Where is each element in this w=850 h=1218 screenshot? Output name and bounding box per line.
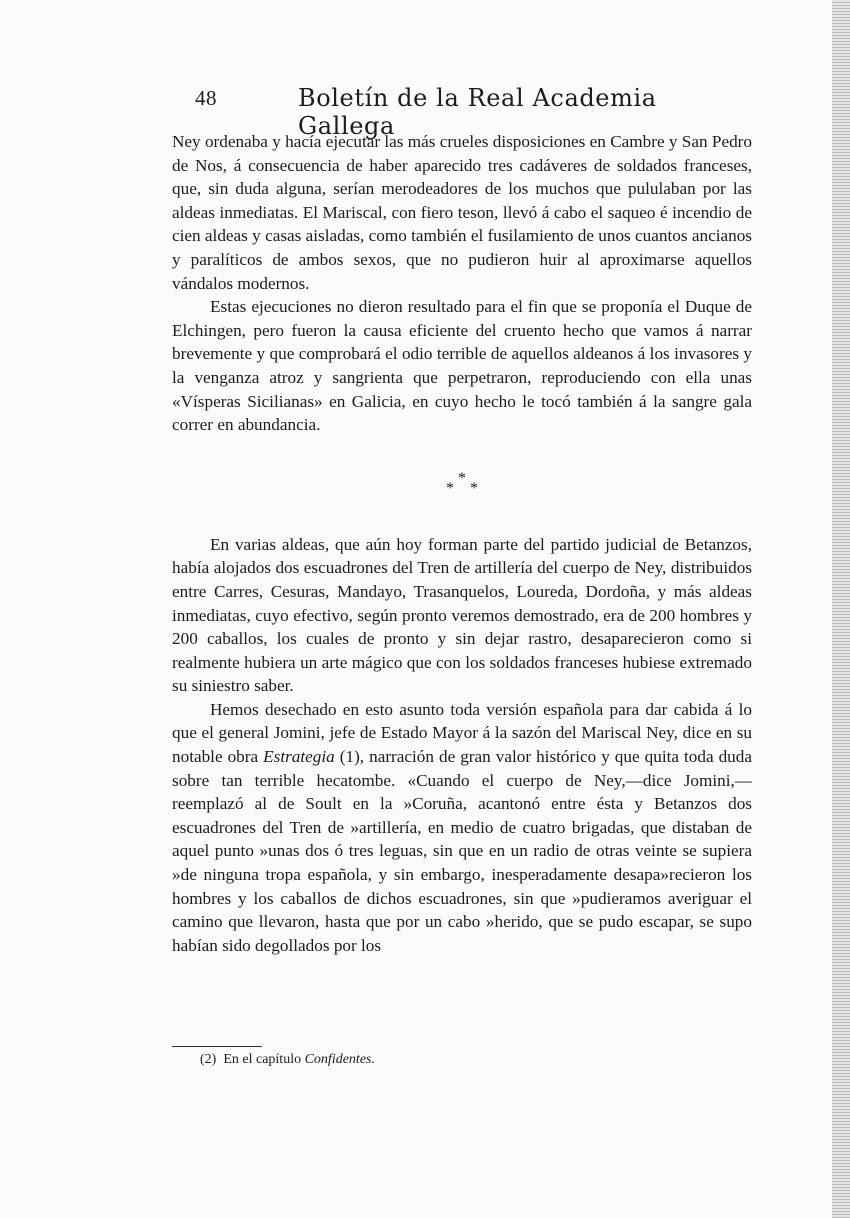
footnote-title: Confidentes. [304, 1052, 375, 1067]
paragraph-3: En varias aldeas, que aún hoy forman parte del partido judicial de Betanzos, había alojados dos escuadrones del Tren de artillería del cuerpo de Ney, distribuidos entre Carres, Cesuras, Mandayo, Trasanquelos, Loureda, Dordoña, y más aldeas inmediatas, cuyo efectivo, según pronto veremos demostrado, era de 200 hombres y 200 caballos, los cuales de pronto y sin dejar rastro, desaparecieron como si realmente hubiera un arte mágico que con los soldados franceses hubiese extremado su siniestro saber. [172, 534, 752, 696]
paragraph-4 [172, 698, 752, 958]
page-binding-edge [832, 0, 850, 1218]
paragraph-1: Ney ordenaba y hacía ejecutar las más crueles disposiciones en Cambre y San Pedro de Nos, á consecuencia de haber aparecido tres cadáveres de soldados franceses, que, sin duda alguna, serían merodeadores de los muchos que pululaban por las aldeas inmediatas. El Mariscal, con fiero teson, llevó á cabo el saqueo é incendio de cien aldeas y casas aisladas, como también el fusilamiento de unos cuantos ancianos y paralíticos de ambos sexos, que no pudieron huir al aproximarse aquellos vándalos modernos. [172, 132, 752, 293]
footnote-rule [172, 1046, 262, 1047]
asterisk-left: * [446, 479, 454, 497]
page-header [195, 84, 755, 140]
paragraph-4-lead: Hemos desechado en esto asunto toda versión española para dar cabida á lo que el general Jomini, jefe de Estado Mayor á la sazón del Mariscal Ney, dice en su notable obra [172, 699, 752, 767]
asterisk-top: * [458, 469, 466, 487]
footnote-text: En el capítulo [223, 1052, 302, 1067]
page-number: 48 [195, 86, 217, 110]
paragraph-2: Estas ejecuciones no dieron resultado para el fin que se proponía el Duque de Elchingen, pero fueron la causa eficiente del cruento hecho que vamos á narrar brevemente y que comprobará el odio terrible de aquellos aldeanos á los invasores y la venganza atroz y sangrienta que perpetraron, reproduciendo con ella unas «Vísperas Sicilianas» en Galicia, en cuyo hecho le tocó también á la sangre gala correr en abundancia. [172, 297, 752, 435]
running-title: Boletín de la Real Academia Gallega [298, 84, 657, 140]
asterism-ornament [172, 437, 752, 533]
footnote-marker: (2) [200, 1052, 217, 1067]
footnote [200, 1052, 375, 1068]
work-title-estrategia: Estrategia [263, 747, 335, 767]
asterisk-right: * [470, 479, 478, 497]
body-text [172, 130, 752, 957]
paragraph-4-rest: (1), narración de gran valor histórico y que quita toda duda sobre tan terrible hecatombe. «Cuando el cuerpo de Ney,—dice Jomini,—reemplazó al de Soult en la »Coruña, acantonó entre ésta y Betanzos dos escuadrones del Tren de »artillería, en medio de cuatro brigadas, que distaban de aquel punto »unas dos ó tres leguas, sin que en un radio de otras veinte se supiera »de ninguna tropa española, y sin embargo, inesperadamente desapa»recieron los hombres y los caballos de dichos escuadrones, sin que »pudieramos averiguar el camino que llevaron, hasta que por un cabo »herido, que se pudo escapar, se supo habían sido degollados por los [172, 747, 752, 955]
